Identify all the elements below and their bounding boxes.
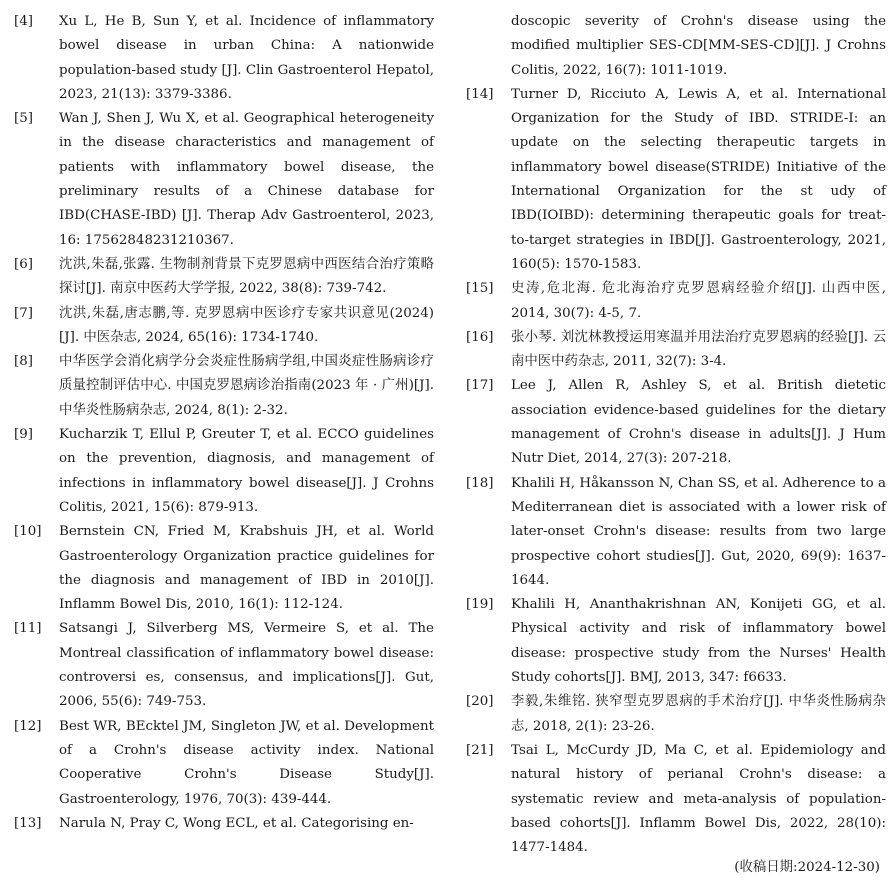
reference-text: Wan J, Shen J, Wu X, et al. Geographical heterogeneity in the disease characteristics and management of patients with inflammatory bowel disease, the preliminary results of a Chinese database for IBD(CHASE-IBD) [J]. Therap Adv Gastroenterol, 2023, 16: 17562848231210367. <box>59 111 434 248</box>
reference-text: Satsangi J, Silverberg MS, Vermeire S, et al. The Montreal classification of inflammatory bowel disease: controversi es, consensus, and implications[J]. Gut, 2006, 55(6): 749-753. <box>59 621 434 710</box>
reference-19 <box>466 593 886 690</box>
left-column <box>14 10 434 836</box>
reference-number: [9] <box>14 427 33 443</box>
reference-number: [20] <box>466 694 494 710</box>
reference-10 <box>14 520 434 617</box>
reference-18 <box>466 472 886 593</box>
reference-number: [19] <box>466 597 494 613</box>
reference-text: 李毅,朱维铭. 狭窄型克罗恩病的手术治疗[J]. 中华炎性肠病杂志, 2018, 2(1): 23-26. <box>511 694 886 734</box>
reference-text: 沈洪,朱磊,唐志鹏,等. 克罗恩病中医诊疗专家共识意见(2024)[J]. 中医杂志, 2024, 65(16): 1734-1740. <box>59 305 434 345</box>
reference-number: [6] <box>14 256 33 272</box>
reference-text: 史涛,危北海. 危北海治疗克罗恩病经验介绍[J]. 山西中医, 2014, 30(7): 4-5, 7. <box>511 281 886 321</box>
right-column <box>466 10 886 860</box>
reference-15 <box>466 277 886 326</box>
reference-number: [14] <box>466 86 494 102</box>
reference-text: Turner D, Ricciuto A, Lewis A, et al. International Organization for the Study of IBD. STRIDE-I: an update on the selecting therapeutic targets in inflammatory bowel disease(STRIDE) Initiative of the International Organization for the st udy of IBD(IOIBD): determining therapeutic goals for treat-to-target strategies in IBD[J]. Gastroenterology, 2021, 160(5): 1570-1583. <box>511 86 886 272</box>
reference-text: Kucharzik T, Ellul P, Greuter T, et al. ECCO guidelines on the prevention, diagnosis, and management of infections in inflammatory bowel disease[J]. J Crohns Colitis, 2021, 15(6): 879-913. <box>59 427 434 515</box>
reference-number: [7] <box>14 305 33 321</box>
reference-20 <box>466 690 886 739</box>
reference-text: 张小琴. 刘沈林教授运用寒温并用法治疗克罗恩病的经验[J]. 云南中医中药杂志, 2011, 32(7): 3-4. <box>511 329 886 370</box>
reference-text: Bernstein CN, Fried M, Krabshuis JH, et al. World Gastroenterology Organization practice guidelines for the diagnosis and management of IBD in 2010[J]. Inflamm Bowel Dis, 2010, 16(1): 112-124. <box>59 524 434 613</box>
received-date: (收稿日期:2024-12-30) <box>734 860 880 875</box>
reference-number: [12] <box>14 718 42 734</box>
reference-12 <box>14 715 434 812</box>
reference-text: Khalili H, Ananthakrishnan AN, Konijeti GG, et al. Physical activity and risk of inflammatory bowel disease: prospective study from the Nurses' Health Study cohorts[J]. BMJ, 2013, 347: f6633. <box>511 597 886 686</box>
reference-text: Xu L, He B, Sun Y, et al. Incidence of inflammatory bowel disease in urban China: A nationwide population-based study [J]. Clin Gastroenterol Hepatol, 2023, 21(13): 3379-3386. <box>59 14 434 102</box>
reference-11 <box>14 617 434 714</box>
reference-text: Narula N, Pray C, Wong ECL, et al. Categorising en- <box>59 815 414 831</box>
reference-6 <box>14 253 434 302</box>
reference-7 <box>14 302 434 351</box>
reference-number: [15] <box>466 281 494 297</box>
reference-number: [10] <box>14 524 42 540</box>
reference-number: [17] <box>466 378 494 394</box>
reference-number: [8] <box>14 354 33 370</box>
reference-number: [4] <box>14 14 33 29</box>
reference-text: Tsai L, McCurdy JD, Ma C, et al. Epidemiology and natural history of perianal Crohn's disease: a systematic review and meta-analysis of population-based cohorts[J]. Inflamm Bowel Dis, 2022, 28(10): 1477-1484. <box>511 742 886 856</box>
reference-number: [13] <box>14 815 42 831</box>
reference-number: [11] <box>14 621 42 637</box>
reference-5 <box>14 107 434 253</box>
reference-text: Khalili H, Håkansson N, Chan SS, et al. Adherence to a Mediterranean diet is associated with a lower risk of later-onset Crohn's disease: results from two large prospective cohort studies[J]. Gut, 2020, 69(9): 1637-1644. <box>511 475 886 588</box>
reference-9 <box>14 423 434 520</box>
reference-13 <box>14 812 434 836</box>
reference-4 <box>14 10 434 107</box>
reference-17 <box>466 374 886 471</box>
reference-21 <box>466 739 886 860</box>
reference-13-continuation: doscopic severity of Crohn's disease using the modified multiplier SES-CD[MM-SES-CD][J]. J Crohns Colitis, 2022, 16(7): 1011-1019. <box>511 14 886 78</box>
reference-number: [21] <box>466 742 494 758</box>
reference-number: [18] <box>466 475 494 491</box>
reference-text: Lee J, Allen R, Ashley S, et al. British dietetic association evidence-based guidelines for the dietary management of Crohn's disease in adults[J]. J Hum Nutr Diet, 2014, 27(3): 207-218. <box>511 378 886 467</box>
reference-text: 中华医学会消化病学分会炎症性肠病学组,中国炎症性肠病诊疗质量控制评估中心. 中国克罗恩病诊治指南(2023 年 · 广州)[J]. 中华炎性肠病杂志, 2024, 8(1): 2-32. <box>59 354 434 418</box>
reference-16 <box>466 326 886 375</box>
reference-number: [16] <box>466 329 494 345</box>
reference-text: 沈洪,朱磊,张露. 生物制剂背景下克罗恩病中西医结合治疗策略探讨[J]. 南京中医药大学学报, 2022, 38(8): 739-742. <box>59 256 434 297</box>
reference-number: [5] <box>14 111 33 127</box>
reference-8 <box>14 350 434 423</box>
reference-text: Best WR, BEcktel JM, Singleton JW, et al. Development of a Crohn's disease activity index. National Cooperative Crohn's Disease Study[J]. Gastroenterology, 1976, 70(3): 439-444. <box>59 718 434 807</box>
reference-14 <box>466 83 886 277</box>
